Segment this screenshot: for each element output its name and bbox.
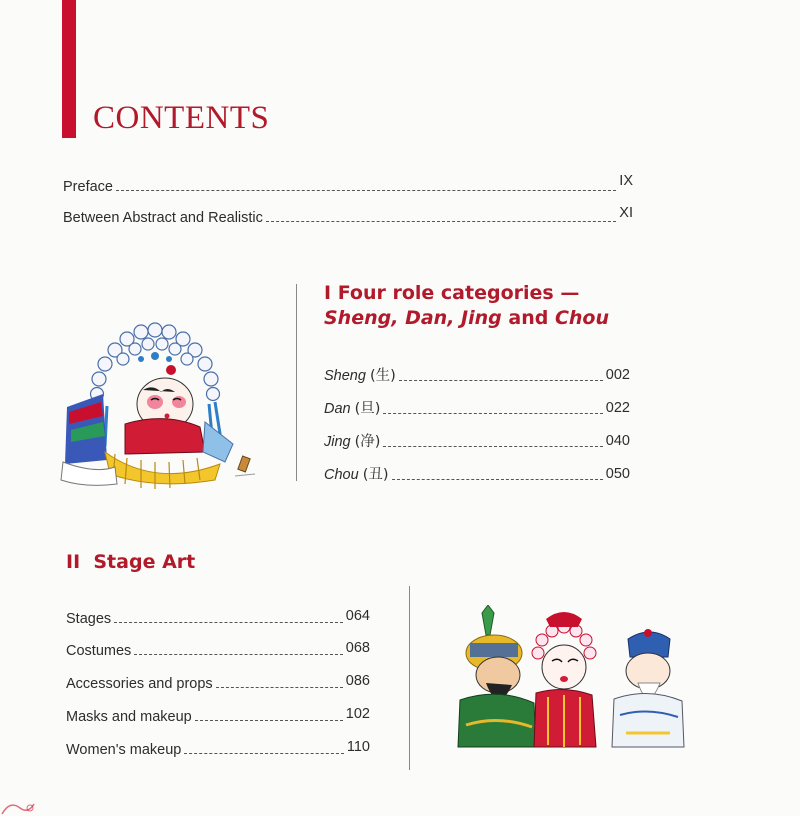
toc-row-accessories-props[interactable] xyxy=(66,673,370,692)
toc-page-number: 002 xyxy=(605,367,630,383)
toc-label-chinese: (生) xyxy=(369,368,396,384)
toc-label: Jing xyxy=(324,434,351,450)
toc-leader-dots xyxy=(216,687,343,688)
decorative-corner-flourish xyxy=(0,796,40,816)
section-2-heading xyxy=(66,550,195,575)
toc-label: Women's makeup xyxy=(66,742,182,758)
page-title: CONTENTS xyxy=(93,100,270,136)
toc-label-chinese: (净) xyxy=(354,434,381,450)
toc-label: Masks and makeup xyxy=(66,709,192,725)
role-name-sheng: Sheng xyxy=(324,307,392,329)
toc-row-masks-makeup[interactable] xyxy=(66,706,370,725)
toc-page-number: 110 xyxy=(346,739,370,755)
toc-label: Costumes xyxy=(66,643,132,659)
toc-leader-dots xyxy=(195,720,343,721)
toc-row-preface[interactable] xyxy=(63,173,633,195)
red-accent-bar xyxy=(62,0,76,138)
toc-label: Sheng xyxy=(324,368,366,384)
toc-row-dan[interactable] xyxy=(324,397,630,418)
toc-leader-dots xyxy=(383,413,602,414)
role-name-jing: Jing xyxy=(461,307,502,329)
toc-row-between-abstract-realistic[interactable] xyxy=(63,205,633,226)
toc-label: Dan xyxy=(324,401,351,417)
toc-leader-dots xyxy=(134,654,343,655)
toc-leader-dots xyxy=(392,479,603,480)
toc-label-chinese: (旦) xyxy=(354,401,381,417)
toc-page-number: 068 xyxy=(345,640,370,656)
section-numeral: I xyxy=(324,282,332,304)
toc-page-number: 040 xyxy=(605,433,630,449)
toc-page-number: 050 xyxy=(605,466,630,482)
toc-page-number: 064 xyxy=(345,608,370,624)
section-title-line1: Four role categories — xyxy=(337,282,580,304)
toc-label: Preface xyxy=(63,179,113,195)
toc-row-jing[interactable] xyxy=(324,430,630,451)
separator-and: and xyxy=(501,307,555,329)
toc-page-number: 086 xyxy=(345,673,370,689)
toc-row-sheng[interactable] xyxy=(324,364,630,385)
toc-page-number: 102 xyxy=(345,706,370,722)
toc-page-number: IX xyxy=(619,173,633,189)
toc-label: Accessories and props xyxy=(66,676,213,692)
dan-opera-figure-illustration xyxy=(55,312,260,490)
separator-comma: , xyxy=(391,307,406,329)
toc-leader-dots xyxy=(399,380,603,381)
toc-label: Chou xyxy=(324,467,359,483)
toc-row-womens-makeup[interactable] xyxy=(66,739,370,758)
toc-row-chou[interactable] xyxy=(324,463,630,484)
section-1-heading xyxy=(324,281,609,331)
three-opera-figures-illustration xyxy=(452,605,692,755)
toc-leader-dots xyxy=(266,221,616,222)
section-divider-line xyxy=(296,284,297,481)
toc-row-costumes[interactable] xyxy=(66,640,370,659)
toc-label-chinese: (丑) xyxy=(362,467,389,483)
section-numeral: II xyxy=(66,551,81,573)
toc-leader-dots xyxy=(116,190,616,191)
toc-label: Between Abstract and Realistic xyxy=(63,210,263,226)
toc-label: Stages xyxy=(66,611,112,627)
toc-leader-dots xyxy=(184,753,344,754)
toc-leader-dots xyxy=(114,622,343,623)
section-title: Stage Art xyxy=(93,551,196,573)
role-name-chou: Chou xyxy=(554,307,610,329)
section-divider-line xyxy=(409,586,410,770)
toc-page-number: XI xyxy=(619,205,633,221)
role-name-dan: Dan xyxy=(405,307,448,329)
toc-page-number: 022 xyxy=(605,400,630,416)
toc-leader-dots xyxy=(383,446,602,447)
toc-row-stages[interactable] xyxy=(66,608,370,627)
separator-comma: , xyxy=(447,307,462,329)
